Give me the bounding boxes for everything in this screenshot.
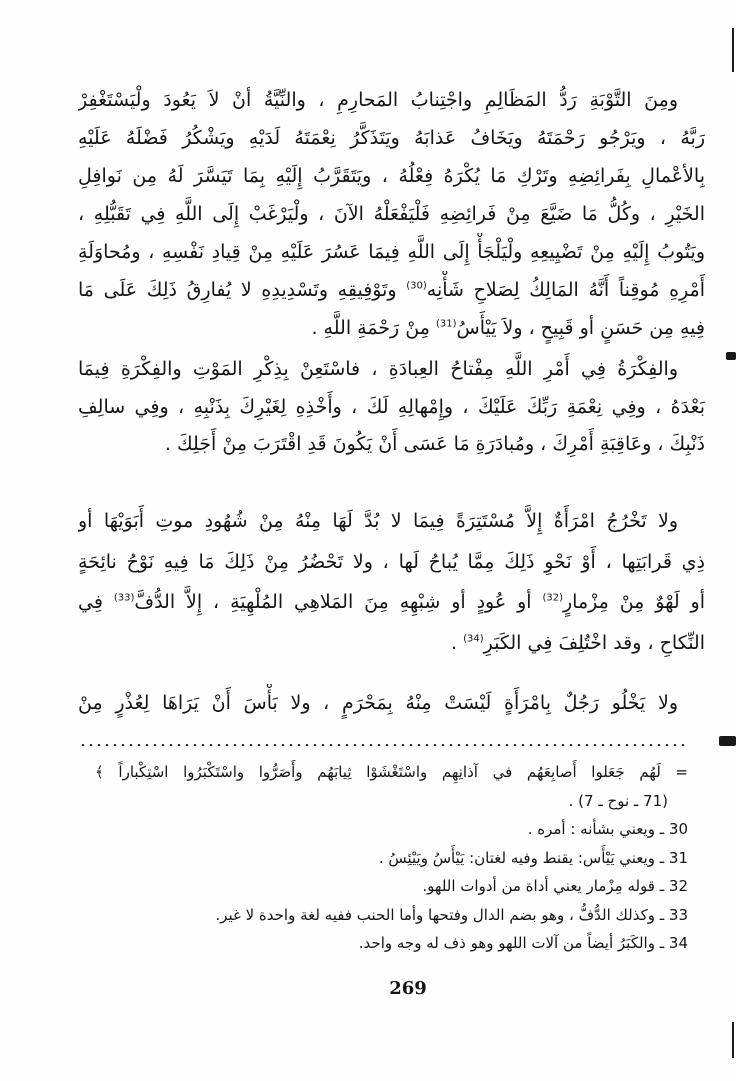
text-segment: أو عُودٍ أو شِبْهِهِ مِنَ المَلاهِي المُلْهِيَةِ ، إِلاَّ الدُّفَّ bbox=[134, 591, 543, 614]
paragraph-repentance bbox=[78, 81, 705, 347]
text-line: ولا تَخْرُجُ امْرَأَةٌ إِلاَّ مُسْتَتِرَةً فِيمَا لا بُدَّ لَهَا مِنْهُ مِنْ شُهُودِ موتِ أَبَوَيْهَا أو bbox=[78, 510, 678, 532]
text-segment: فِي bbox=[78, 591, 114, 614]
footnote-separator bbox=[82, 744, 690, 746]
text-line: ولا يَخْلُو رَجُلٌ بِامْرَأَةٍ لَيْسَتْ مِنْهُ بِمَحْرَمٍ ، ولا بَأْسَ أَنْ يَرَاهَا لِعُذْرٍ مِنْ bbox=[78, 692, 678, 714]
footnote-continued-quote: = لَهُم جَعَلوا أَصابِعَهُم في آذانِهِم واسْتَغْشَوْا ثِيابَهُم وأَصَرُّوا واسْتَكْبَرُوا اسْتِكْباراً ﴾ bbox=[95, 763, 688, 781]
footnote-reference: (32) bbox=[542, 593, 563, 605]
page-number: 269 bbox=[389, 978, 427, 999]
footnote-33: 33 ـ وكذلك الدُّفُّ ، وهو بضم الدال وفتحها وأما الحنب ففيه لغة واحدة لا غير. bbox=[215, 905, 688, 924]
footnote-reference: (31) bbox=[435, 318, 457, 330]
text-line: بَعْدَهُ ، وفِي نِعْمَةِ رَبِّكَ عَلَيْكَ ، وإِمْهالِهِ لَكَ ، وأَخْذِهِ لِغَيْرِكَ بِذَنْبِهِ ، وفِي سالِفِ bbox=[78, 395, 705, 418]
paragraph-seclusion bbox=[78, 684, 705, 722]
text-line: ومِنَ التَّوْبَةِ رَدُّ المَظَالِمِ واجْتِنابُ المَحارِمِ ، والنِّيَّةُ أنْ لاَ يَعُودَ ولْيَسْتَغْفِرْ bbox=[78, 89, 678, 111]
text-segment: وتَوْفِيقِهِ وتَسْدِيدِهِ لا يُفارِقُ ذَلِكَ عَلَى مَا bbox=[78, 279, 407, 301]
text-line: الخَيْرِ ، وكُلُّ مَا ضَيَّعَ مِنْ فَرائِضِهِ فَلْيَفْعَلْهُ الآنَ ، ولْيَرْغَبْ إِلَى اللَّهِ فِي تَقَبُّلِهِ ، bbox=[78, 203, 705, 225]
text-line bbox=[78, 623, 705, 664]
footnote-reference: (34) bbox=[463, 633, 484, 645]
text-line: بِالأعْمالِ بِفَرائِضِهِ وتَرْكِ مَا يُكْرَهُ فِعْلُهُ ، ويَتَقَرَّبُ إِلَيْهِ بِمَا تَيَسَّرَ لَهُ مِن نَوافِلِ bbox=[78, 165, 705, 187]
text-segment: أو لَهْوٌ مِنْ مِزْمارٍ bbox=[563, 591, 705, 614]
footnote-32: 32 ـ قوله مِزْمار يعني أداة من أدوات اللهو. bbox=[422, 877, 688, 895]
text-line: والفِكْرَةُ فِي أَمْرِ اللَّهِ مِفْتاحُ العِبادَةِ ، فاسْتَعِنْ بِذِكْرِ المَوْتِ والفِكْرَةِ فِيمَا bbox=[78, 358, 678, 380]
text-line bbox=[78, 582, 705, 623]
text-segment: أَمْرِهِ مُوقِناً أَنَّهُ المَالِكُ لِصَلاحِ شَأْنِه bbox=[426, 279, 705, 301]
footnote-reference: (33) bbox=[113, 593, 135, 605]
text-segment: فِيهِ مِن حَسَنٍ أو قَبِيحٍ ، ولاَ يَيْأَسُ bbox=[456, 317, 705, 339]
scan-edge-mark bbox=[719, 736, 736, 746]
text-line bbox=[78, 309, 705, 347]
scan-edge-mark bbox=[732, 1022, 734, 1058]
scan-edge-mark bbox=[726, 352, 736, 360]
text-line: ويَتُوبُ إِلَيْهِ مِنْ تَضْيِيعِهِ ولْيَلْجَأْ إِلَى اللَّهِ فِيمَا عَسُرَ عَلَيْهِ مِنْ قِيادِ نَفْسِهِ ، ومُحاوَلَةِ bbox=[78, 241, 705, 263]
text-line: رَبَّهُ ، ويَرْجُو رَحْمَتَهُ ويَخَافُ عَذابَهُ ويَتَذَكَّرُ نِعْمَتَهُ لَدَيْهِ ويَشْكُرُ فَضْلَهُ عَلَيْهِ bbox=[78, 127, 705, 149]
paragraph-women-going-out bbox=[78, 501, 705, 664]
paragraph-reflection bbox=[78, 351, 705, 464]
text-line: ذِي قَرابَتِها ، أَوْ نَحْوِ ذَلِكَ مِمَّا يُباحُ لَها ، ولا تَحْضُرُ مِنْ ذَلِكَ مَا فِيهِ نَوْحُ نائِحَةٍ bbox=[78, 550, 705, 573]
text-segment: . bbox=[451, 632, 464, 655]
footnote-34: 34 ـ والكَبَرُ أيضاً من آلات اللهو وهو ذف له وجه واحد. bbox=[358, 934, 688, 952]
text-segment: النِّكاحِ ، وقد اخْتُلِفَ فِي الكَبَرِ bbox=[483, 632, 705, 655]
footnote-quote-reference: (71 ـ نوح ـ 7) . bbox=[568, 791, 668, 810]
text-line bbox=[78, 271, 705, 309]
footnote-reference: (30) bbox=[406, 280, 427, 292]
footnotes bbox=[95, 758, 688, 958]
scan-edge-mark bbox=[732, 28, 734, 72]
footnote-31: 31 ـ ويعني يَيْأَس: يقنط وفيه لغتان: يَيْأَسُ ويَيْئِسُ . bbox=[378, 848, 688, 867]
text-segment: مِنْ رَحْمَةِ اللَّهِ . bbox=[311, 317, 436, 339]
footnote-30: 30 ـ ويعني بشأنه : أمره . bbox=[527, 820, 688, 838]
text-line: ذَنْبِكَ ، وعَاقِبَةِ أَمْرِكَ ، ومُبادَرَةِ مَا عَسَى أَنْ يَكُونَ قَدِ اقْتَرَبَ مِنْ أَجَلِكَ . bbox=[164, 433, 705, 455]
